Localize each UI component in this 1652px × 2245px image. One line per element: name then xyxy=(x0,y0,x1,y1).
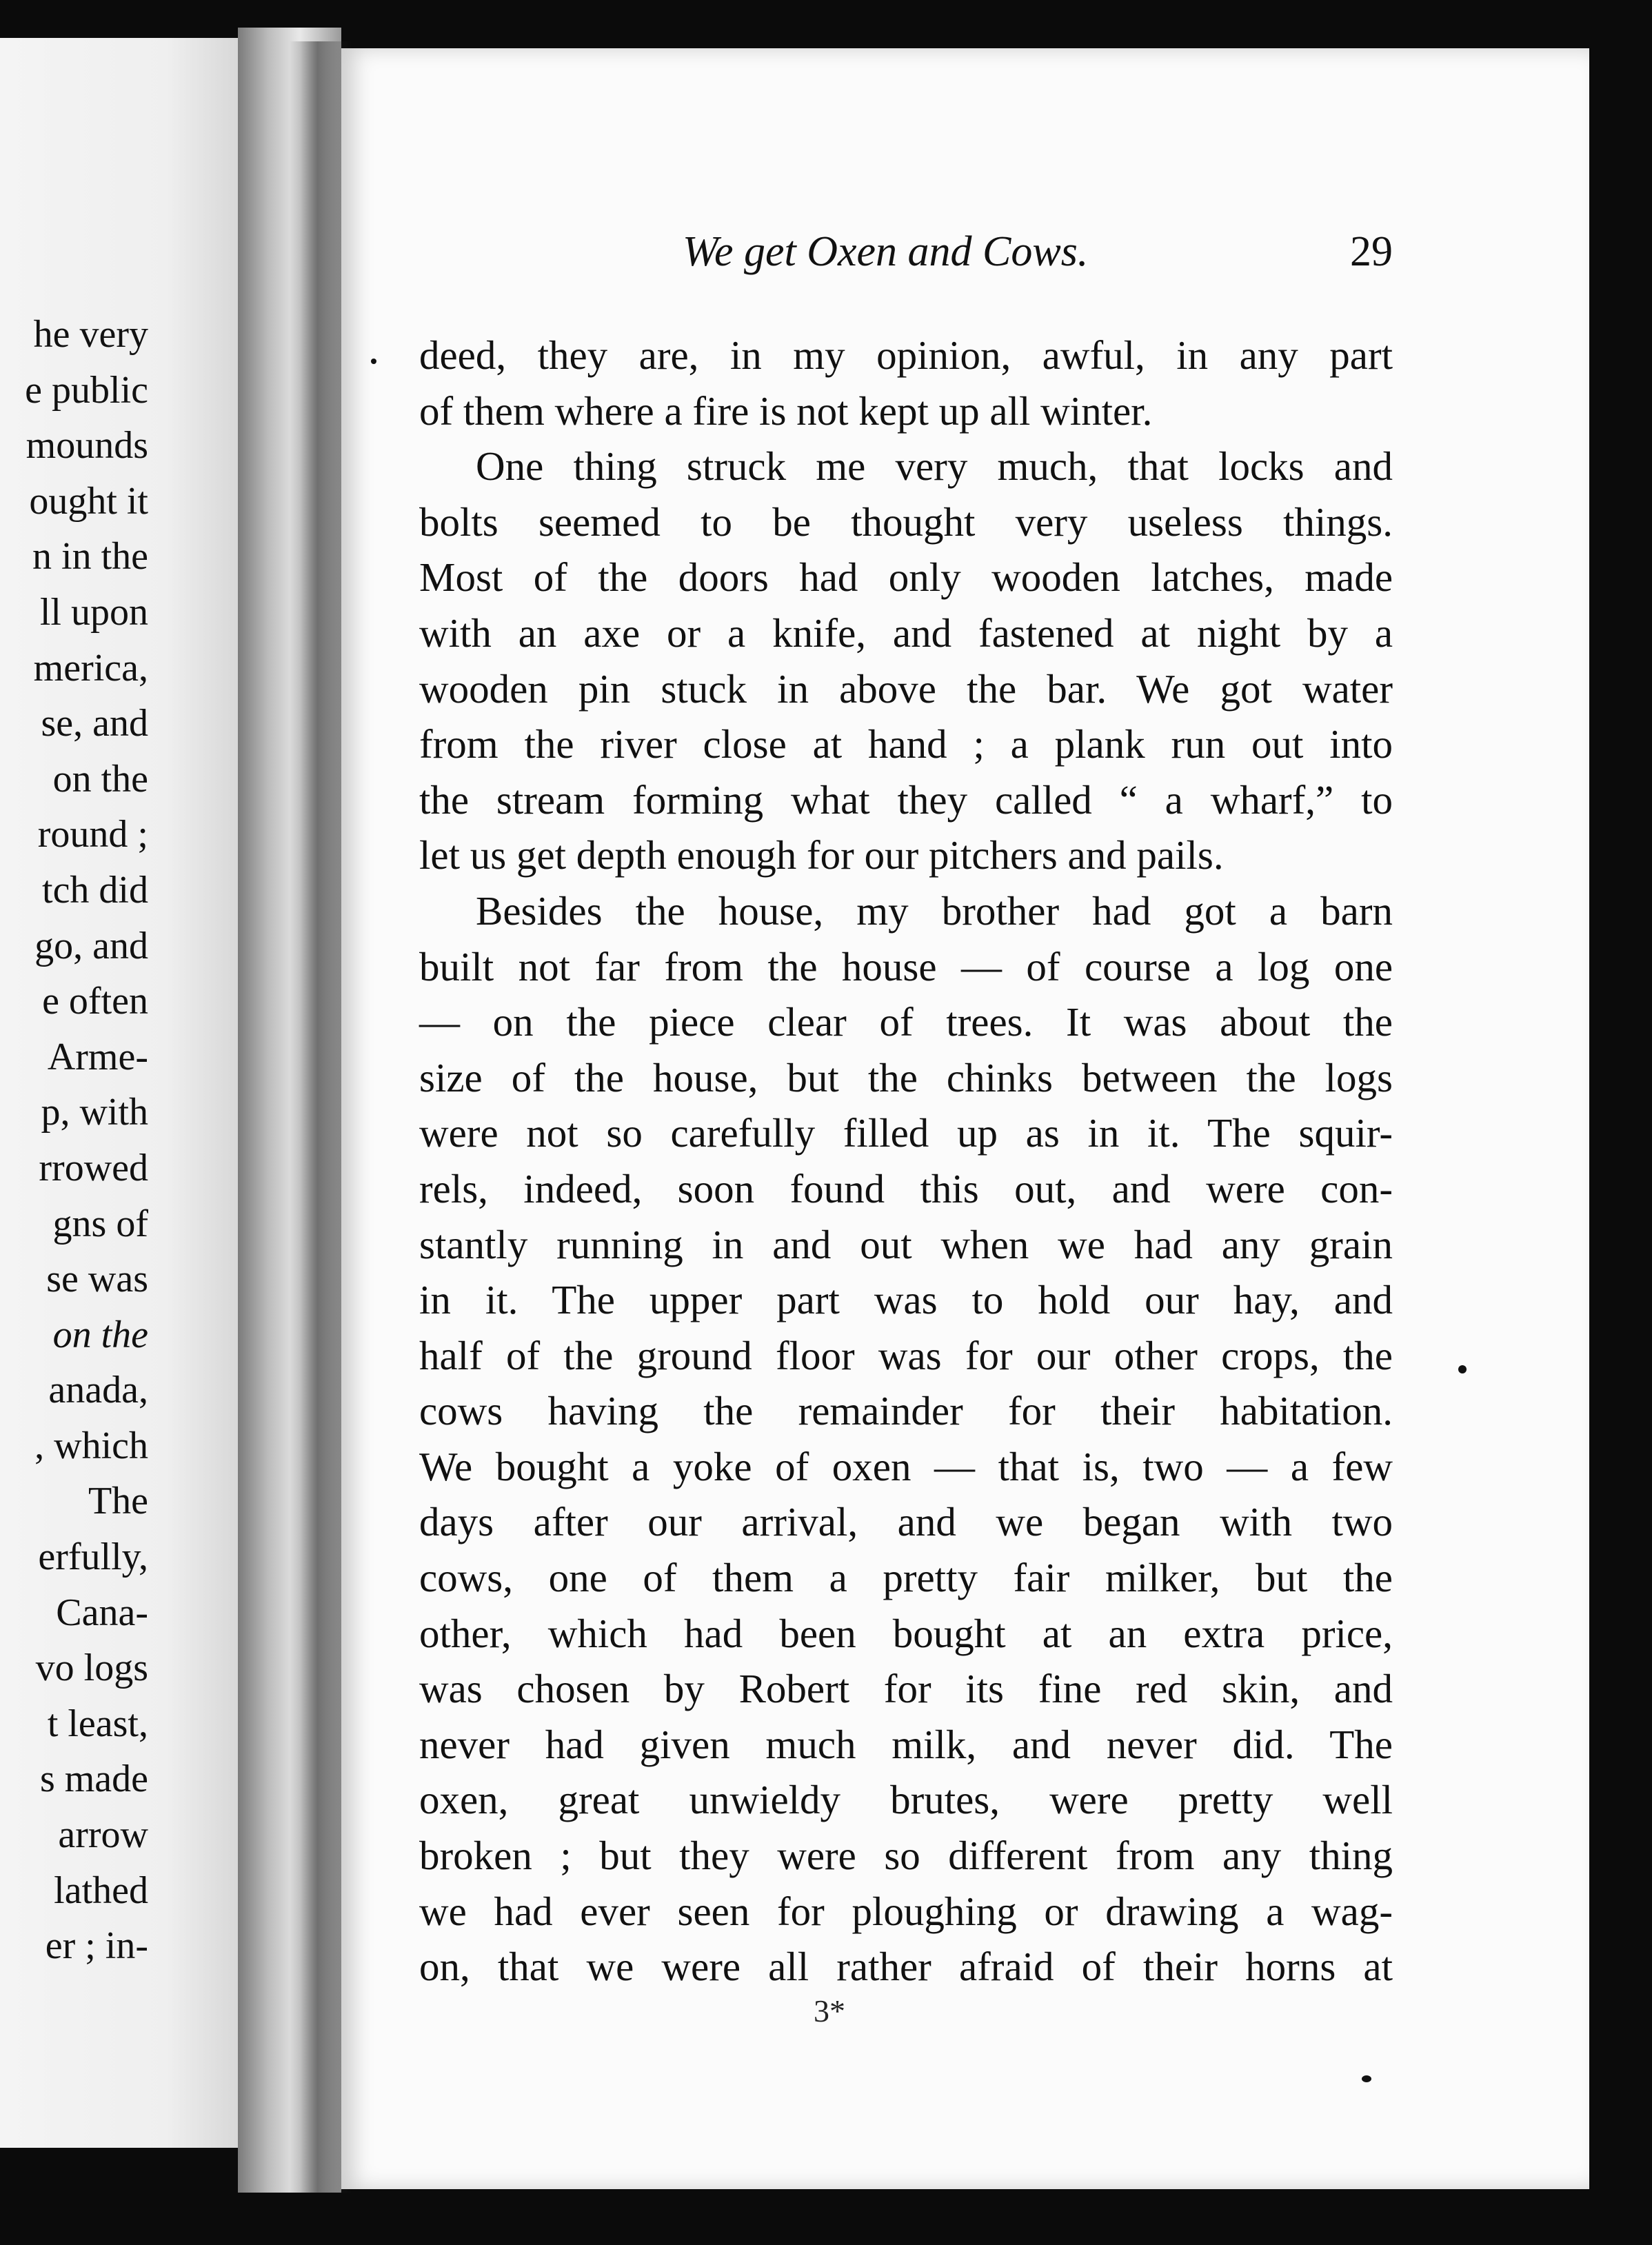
left-line: tch did xyxy=(42,868,148,912)
left-line: vo logs xyxy=(35,1647,148,1690)
left-line: n in the xyxy=(32,535,148,578)
text-line: was chosen by Robert for its fine red skin, and xyxy=(419,1666,1393,1712)
text-line: days after our arrival, and we began with two xyxy=(419,1499,1393,1545)
left-line: on the xyxy=(52,757,148,801)
text-line: bolts seemed to be thought very useless things. xyxy=(419,499,1393,545)
text-line: never had given much milk, and never did. The xyxy=(419,1721,1393,1767)
left-line: on the xyxy=(52,1313,148,1356)
signature-mark: 3* xyxy=(814,1993,845,2028)
left-line: lathed xyxy=(54,1869,148,1912)
text-line: cows having the remainder for their habitation. xyxy=(419,1388,1393,1434)
left-page xyxy=(0,38,238,2148)
left-line: arrow xyxy=(58,1813,148,1857)
running-head xyxy=(683,221,1393,283)
text-line: — on the piece clear of trees. It was about the xyxy=(419,999,1393,1045)
left-line: Arme- xyxy=(47,1035,148,1078)
text-line: cows, one of them a pretty fair milker, but the xyxy=(419,1555,1393,1601)
left-line: p, with xyxy=(41,1091,148,1134)
text-line: Most of the doors had only wooden latches, made xyxy=(419,554,1393,601)
left-line: , which xyxy=(34,1424,148,1467)
text-line: One thing struck me very much, that locks and xyxy=(476,443,1393,490)
text-line: other, which had been bought at an extra price, xyxy=(419,1610,1393,1656)
left-line: er ; in- xyxy=(45,1924,148,1968)
left-line: ought it xyxy=(29,479,148,523)
text-line: from the river close at hand ; a plank run out into xyxy=(419,721,1393,767)
text-line: Besides the house, my brother had got a barn xyxy=(476,887,1393,934)
left-line: e public xyxy=(25,368,148,412)
left-line: go, and xyxy=(34,924,148,967)
left-page-text xyxy=(0,307,148,1974)
text-line: wooden pin stuck in above the bar. We got water xyxy=(419,665,1393,712)
text-line: were not so carefully filled up as in it. The squir- xyxy=(419,1110,1393,1156)
left-line: t least, xyxy=(47,1702,148,1745)
page-number: 29 xyxy=(1350,228,1393,275)
left-line: rrowed xyxy=(39,1146,148,1189)
text-line: let us get depth enough for our pitchers and pails. xyxy=(419,832,1224,878)
text-line: of them where a fire is not kept up all winter. xyxy=(419,387,1153,434)
left-line: gns of xyxy=(52,1202,148,1245)
left-line: s made xyxy=(39,1758,148,1801)
left-line: ll upon xyxy=(39,590,148,634)
text-line: with an axe or a knife, and fastened at night by a xyxy=(419,610,1393,656)
left-line: anada, xyxy=(48,1369,148,1412)
left-line: The xyxy=(88,1480,148,1523)
text-line: broken ; but they were so different from any thing xyxy=(419,1833,1393,1879)
text-line: on, that we were all rather afraid of their horns at xyxy=(419,1944,1393,1990)
text-line: stantly running in and out when we had any grain xyxy=(419,1221,1393,1267)
text-line: deed, they are, in my opinion, awful, in any part xyxy=(419,332,1393,378)
text-line: in it. The upper part was to hold our hay, and xyxy=(419,1277,1393,1323)
text-line: rels, indeed, soon found this out, and were con- xyxy=(419,1165,1393,1211)
chapter-title: We get Oxen and Cows. xyxy=(683,228,1089,275)
text-line: oxen, great unwieldy brutes, were pretty well xyxy=(419,1777,1393,1823)
left-line: he very xyxy=(33,313,148,356)
body-text xyxy=(419,328,1393,1995)
left-line: mounds xyxy=(26,424,148,467)
ink-speck xyxy=(1362,2075,1371,2082)
left-line: e often xyxy=(42,980,148,1023)
left-line: Cana- xyxy=(56,1591,148,1634)
left-line: se was xyxy=(46,1258,148,1301)
text-line: we had ever seen for ploughing or drawing a wag- xyxy=(419,1888,1393,1934)
text-line: the stream forming what they called “ a wharf,” to xyxy=(419,776,1393,823)
text-line: We bought a yoke of oxen — that is, two — a few xyxy=(419,1443,1393,1489)
left-line: se, and xyxy=(41,702,148,745)
text-line: size of the house, but the chinks between the logs xyxy=(419,1054,1393,1100)
text-line: half of the ground floor was for our other crops, the xyxy=(419,1332,1393,1378)
left-line: erfully, xyxy=(38,1536,148,1579)
ink-speck xyxy=(371,359,376,364)
left-line: round ; xyxy=(37,813,148,856)
text-line: built not far from the house — of course a log one xyxy=(419,943,1393,989)
left-line: merica, xyxy=(33,646,148,689)
ink-speck xyxy=(1458,1365,1467,1373)
